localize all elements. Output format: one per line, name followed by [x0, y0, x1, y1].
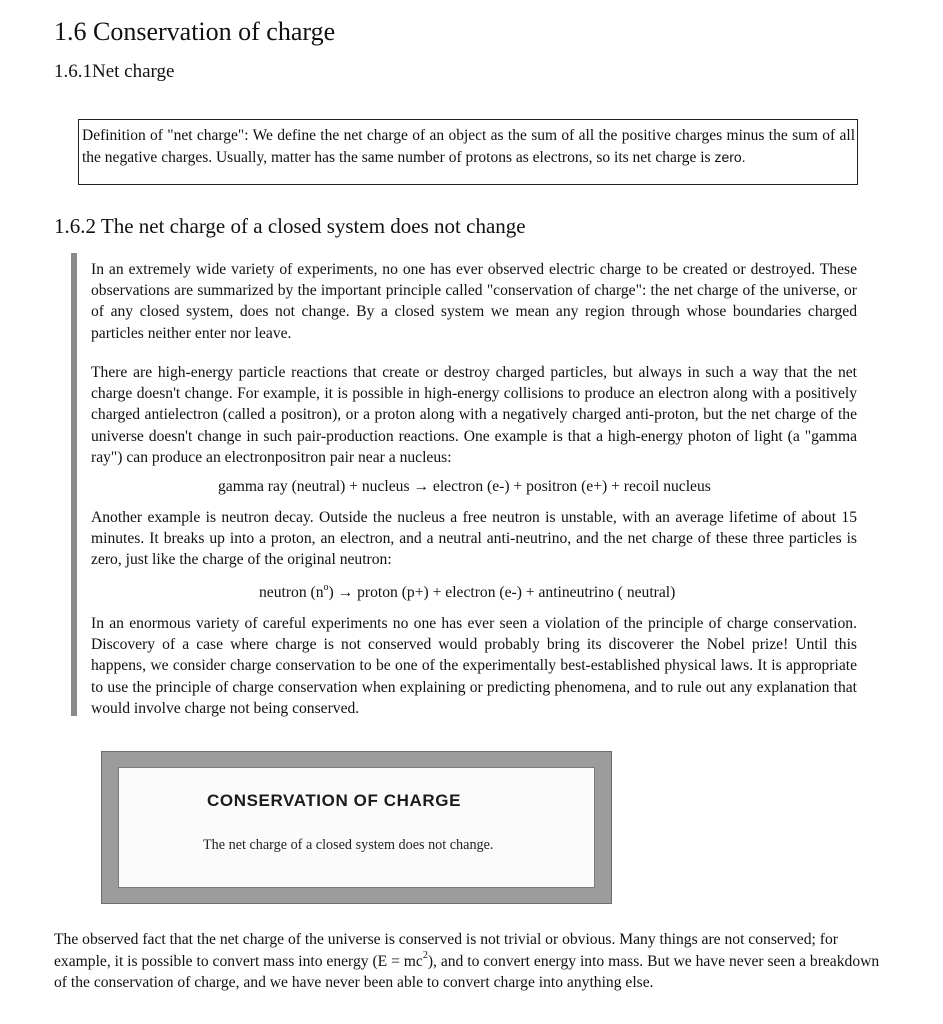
definition-tail: zero. [714, 148, 746, 165]
definition-text: Definition of "net charge": We define the net charge of an object as the sum of all the positive charges minus the sum of all the negative charges. Usually, matter has the same number of protons as electrons, so its net charge is [82, 127, 855, 166]
closing-paragraph [54, 929, 886, 994]
subsection-heading-net-charge: 1.6.1Net charge [54, 61, 175, 82]
paragraph-particle-reactions: There are high-energy particle reactions that create or destroy charged particles, but always in such a way that the net charge doesn't change. For example, it is possible in high-energy collisions to produce an electron along with a positively charged antielectron (called a positron), or a proton along with a negatively charged anti-proton, but the net charge of the universe doesn't change in such pair-production reactions. One example is that a high-energy photon of light (a "gamma ray") can produce an electronpositron pair near a nucleus: [91, 364, 857, 466]
equation-gamma-ray: gamma ray (neutral) + nucleus → electron (e-) + positron (e+) + recoil nucleus [218, 478, 711, 495]
paragraph-experiments: In an extremely wide variety of experiments, no one has ever observed electric charge to be created or destroyed. These observations are summarized by the important principle called "conservation of charge": the net charge of the universe, or of any closed system, does not change. By a closed system we mean any region through whose boundaries charged particles neither enter nor leave. [91, 261, 857, 342]
law-statement-panel [118, 767, 595, 888]
paragraph-no-violation: In an enormous variety of careful experiments no one has ever seen a violation of the principle of charge conservation. Discovery of a case where charge is not conserved would probably bring its discoverer the Nobel prize! Until this happens, we consider charge conservation to be one of the experimentally best-established physical laws. It is appropriate to use the principle of charge conservation when explaining or predicting phenomena, and to rule out any explanation that would involve charge not being conserved. [91, 615, 857, 717]
subsection-heading-closed-system: 1.6.2 The net charge of a closed system does not change [54, 214, 526, 238]
closing-part-1: The observed fact that the net charge of the universe is conserved is not trivial or obvious. Many things are not conserved; for example, it is possible to convert mass into energy (E = mc [54, 931, 838, 970]
equation-neutron-superscript: o [323, 581, 329, 593]
equation-neutron-decay [259, 582, 675, 603]
closing-superscript: 2 [422, 950, 428, 962]
closing-part-2: ), and to convert energy into mass. But we have never seen a breakdown of the conservation of charge, and we have never been able to convert charge into anything else. [54, 952, 880, 991]
law-title: CONSERVATION OF CHARGE [207, 791, 462, 810]
paragraph-neutron-decay: Another example is neutron decay. Outside the nucleus a free neutron is unstable, with an average lifetime of about 15 minutes. It breaks up into a proton, an electron, and a neutral anti-neutrino, and the net charge of these three particles is zero, just like the charge of the original neutron: [91, 509, 857, 569]
law-statement-frame [101, 751, 612, 904]
equation-neutron-prefix: neutron (n [259, 584, 324, 601]
equation-neutron-rest: ) → proton (p+) + electron (e-) + antineutrino ( neutral) [328, 584, 676, 601]
page-title: 1.6 Conservation of charge [54, 17, 336, 46]
sidebar-rule [71, 253, 77, 716]
law-statement: The net charge of a closed system does not change. [203, 837, 494, 853]
definition-box [78, 119, 858, 185]
